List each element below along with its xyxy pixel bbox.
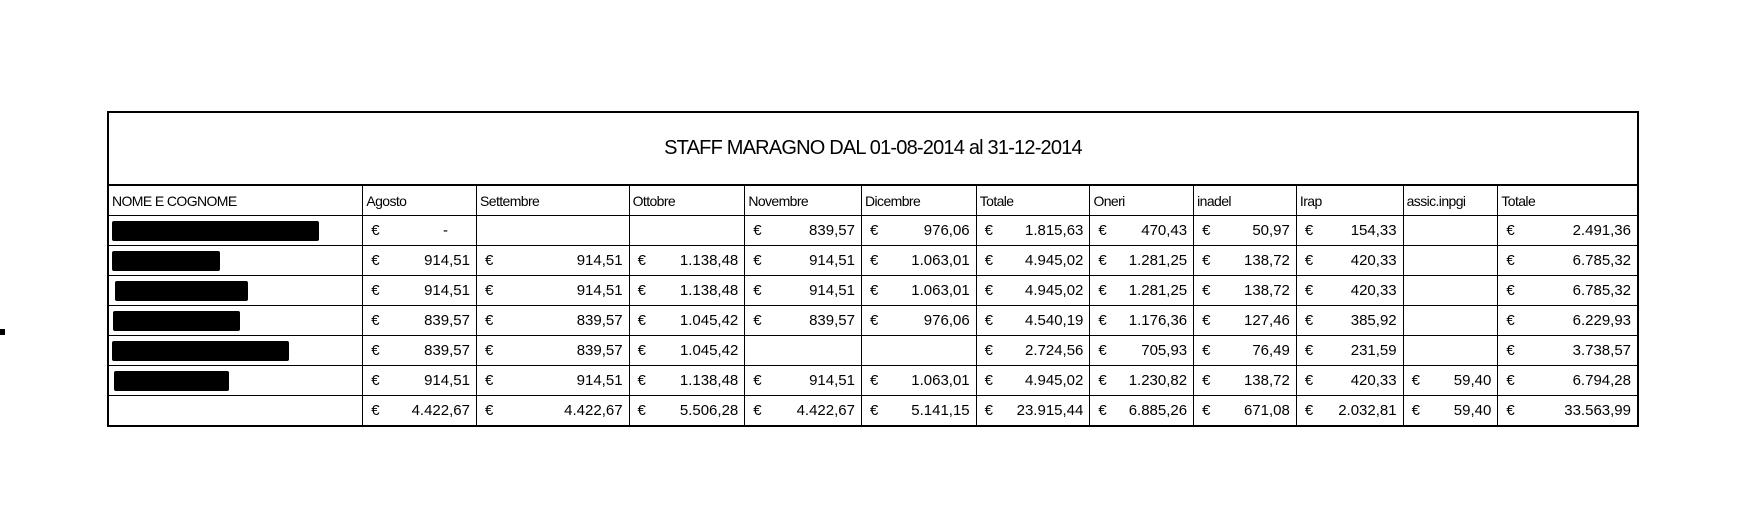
amount-value: 976,06	[923, 222, 970, 239]
currency-symbol: €	[869, 372, 879, 389]
table-row	[109, 246, 1637, 276]
currency-symbol: €	[637, 372, 646, 389]
column-header: NOME E COGNOME	[109, 186, 363, 215]
amount-value: 420,33	[1350, 252, 1397, 269]
amount-cell	[1297, 366, 1404, 395]
amount-cell	[1090, 216, 1194, 245]
amount-value: 1.281,25	[1128, 252, 1188, 269]
amount-value: 914,51	[809, 252, 855, 269]
table-header-row	[109, 186, 1637, 216]
currency-symbol: €	[984, 372, 993, 389]
amount-cell	[1297, 216, 1404, 245]
amount-cell	[1194, 396, 1297, 425]
currency-symbol: €	[1304, 312, 1314, 329]
table-row	[109, 336, 1637, 366]
amount-cell	[630, 366, 746, 395]
currency-symbol: €	[1098, 222, 1107, 239]
currency-symbol: €	[485, 342, 494, 359]
amount-cell	[862, 276, 977, 305]
currency-symbol: €	[484, 282, 494, 299]
currency-symbol: €	[984, 342, 994, 359]
amount-value: 59,40	[1453, 372, 1492, 389]
currency-symbol: €	[371, 252, 380, 269]
currency-symbol: €	[1506, 312, 1515, 329]
amount-cell	[1194, 306, 1297, 335]
amount-cell	[363, 276, 477, 305]
amount-cell	[977, 336, 1091, 365]
amount-cell	[363, 246, 477, 275]
amount-cell	[477, 246, 630, 275]
amount-value: 6.794,28	[1572, 372, 1631, 389]
amount-cell	[477, 276, 630, 305]
redaction-bar	[113, 311, 240, 331]
currency-symbol: €	[371, 402, 380, 419]
column-header: Novembre	[745, 186, 862, 215]
amount-value: 1.045,42	[679, 312, 739, 329]
amount-value: 127,46	[1244, 312, 1290, 329]
amount-cell	[477, 396, 630, 425]
amount-cell	[1297, 276, 1404, 305]
currency-symbol: €	[1304, 342, 1314, 359]
currency-symbol: €	[1506, 282, 1515, 299]
currency-symbol: €	[371, 372, 380, 389]
amount-cell	[630, 216, 746, 245]
amount-cell	[1090, 396, 1194, 425]
amount-value: 76,49	[1252, 342, 1290, 359]
amount-cell	[745, 336, 862, 365]
currency-symbol: €	[869, 252, 879, 269]
table-row	[109, 306, 1637, 336]
column-header: Totale	[977, 186, 1091, 215]
currency-symbol: €	[984, 282, 994, 299]
amount-cell	[477, 366, 630, 395]
table-title: STAFF MARAGNO DAL 01-08-2014 al 31-12-2014	[109, 113, 1637, 186]
currency-symbol: €	[869, 222, 879, 239]
amount-value: 914,51	[576, 252, 623, 269]
amount-value: 914,51	[424, 252, 470, 269]
currency-symbol: €	[1098, 252, 1107, 269]
amount-value: 1.063,01	[911, 252, 970, 269]
amount-cell	[1090, 246, 1194, 275]
currency-symbol: €	[1098, 312, 1107, 329]
amount-cell	[977, 306, 1091, 335]
name-cell	[109, 246, 363, 275]
currency-symbol: €	[371, 282, 380, 299]
amount-value: 138,72	[1244, 252, 1290, 269]
currency-symbol: €	[1506, 252, 1515, 269]
currency-symbol: €	[1304, 402, 1314, 419]
amount-cell	[1297, 306, 1404, 335]
amount-cell	[862, 306, 977, 335]
currency-symbol: €	[1202, 222, 1211, 239]
currency-symbol: €	[637, 282, 646, 299]
amount-value: 420,33	[1350, 282, 1397, 299]
currency-symbol: €	[1098, 282, 1107, 299]
amount-value: 5.506,28	[679, 402, 739, 419]
amount-cell	[1297, 396, 1404, 425]
currency-symbol: €	[1098, 342, 1107, 359]
amount-value: 914,51	[424, 282, 470, 299]
table-row	[109, 366, 1637, 396]
currency-symbol: €	[1202, 312, 1211, 329]
amount-cell	[977, 276, 1091, 305]
redaction-bar	[115, 281, 248, 301]
amount-value: -	[443, 222, 448, 239]
column-header: Totale	[1501, 192, 1536, 209]
amount-value: 705,93	[1141, 342, 1188, 359]
amount-value: 914,51	[424, 372, 470, 389]
amount-value: 5.141,15	[911, 402, 970, 419]
column-header: assic.inpgi	[1404, 186, 1499, 215]
amount-cell	[1498, 396, 1637, 425]
amount-cell	[745, 306, 862, 335]
currency-symbol: €	[1506, 372, 1515, 389]
amount-cell	[1194, 246, 1297, 275]
amount-cell	[862, 366, 977, 395]
amount-cell	[630, 396, 746, 425]
amount-value: 1.063,01	[911, 282, 970, 299]
amount-value: 839,57	[809, 312, 855, 329]
currency-symbol: €	[371, 222, 380, 239]
amount-value: 4.945,02	[1025, 252, 1084, 269]
amount-value: 470,43	[1141, 222, 1188, 239]
currency-symbol: €	[753, 312, 762, 329]
totals-row	[109, 396, 1637, 425]
amount-value: 4.422,67	[564, 402, 623, 419]
amount-value: 6.785,32	[1572, 252, 1632, 269]
amount-value: 2.032,81	[1338, 402, 1397, 419]
amount-cell	[363, 366, 477, 395]
amount-cell	[1404, 276, 1499, 305]
currency-symbol: €	[637, 252, 646, 269]
amount-value: 976,06	[923, 312, 970, 329]
amount-value: 2.491,36	[1572, 222, 1631, 239]
name-cell	[109, 366, 363, 395]
currency-symbol: €	[984, 312, 994, 329]
currency-symbol: €	[1506, 222, 1515, 239]
amount-value: 1.063,01	[911, 372, 970, 389]
currency-symbol: €	[637, 402, 646, 419]
amount-cell	[745, 276, 862, 305]
amount-cell	[1498, 366, 1637, 395]
amount-cell	[477, 306, 630, 335]
amount-value: 6.229,93	[1572, 312, 1632, 329]
currency-symbol: €	[753, 402, 762, 419]
currency-symbol: €	[1506, 402, 1515, 419]
amount-cell	[1090, 306, 1194, 335]
amount-value: 138,72	[1244, 282, 1290, 299]
amount-cell	[1498, 306, 1637, 335]
amount-value: 1.045,42	[679, 342, 739, 359]
currency-symbol: €	[1304, 252, 1314, 269]
currency-symbol: €	[753, 372, 762, 389]
amount-value: 914,51	[809, 372, 855, 389]
amount-cell	[630, 306, 746, 335]
currency-symbol: €	[484, 312, 494, 329]
amount-cell	[862, 216, 977, 245]
amount-value: 59,40	[1453, 402, 1492, 419]
redaction-bar	[112, 341, 289, 361]
amount-cell	[1404, 396, 1499, 425]
amount-value: 1.176,36	[1128, 312, 1188, 329]
amount-value: 914,51	[576, 282, 623, 299]
amount-cell	[1498, 246, 1637, 275]
amount-value: 154,33	[1350, 222, 1397, 239]
currency-symbol: €	[753, 282, 762, 299]
amount-cell	[1404, 306, 1499, 335]
amount-value: 1.230,82	[1128, 372, 1188, 389]
amount-cell	[477, 216, 630, 245]
currency-symbol: €	[1202, 282, 1211, 299]
amount-cell	[1090, 366, 1194, 395]
column-header: Ottobre	[630, 186, 746, 215]
amount-value: 420,33	[1350, 372, 1397, 389]
amount-value: 4.945,02	[1024, 372, 1084, 389]
amount-value: 4.945,02	[1025, 282, 1084, 299]
currency-symbol: €	[1411, 372, 1420, 389]
amount-value: 839,57	[424, 342, 470, 359]
amount-cell	[977, 216, 1091, 245]
currency-symbol: €	[1202, 342, 1211, 359]
amount-value: 138,72	[1243, 372, 1290, 389]
currency-symbol: €	[637, 312, 646, 329]
amount-cell	[977, 246, 1091, 275]
currency-symbol: €	[753, 222, 762, 239]
amount-cell	[1498, 336, 1637, 365]
amount-cell	[1498, 276, 1637, 305]
column-header: Oneri	[1090, 186, 1194, 215]
amount-value: 23.915,44	[1016, 402, 1084, 419]
name-cell	[109, 306, 363, 335]
amount-value: 231,59	[1350, 342, 1397, 359]
amount-cell	[1194, 366, 1297, 395]
amount-value: 4.422,67	[796, 402, 855, 419]
currency-symbol: €	[1304, 222, 1314, 239]
amount-cell	[1194, 276, 1297, 305]
currency-symbol: €	[984, 222, 993, 239]
amount-value: 1.138,48	[679, 282, 739, 299]
column-header: Settembre	[477, 186, 630, 215]
amount-cell	[977, 396, 1091, 425]
amount-cell	[1194, 336, 1297, 365]
name-cell	[109, 216, 363, 245]
amount-cell	[630, 246, 746, 275]
currency-symbol: €	[1202, 252, 1211, 269]
currency-symbol: €	[869, 282, 879, 299]
amount-value: 839,57	[576, 342, 623, 359]
currency-symbol: €	[1411, 402, 1420, 419]
amount-cell	[1404, 336, 1499, 365]
amount-cell	[363, 216, 477, 245]
currency-symbol: €	[753, 252, 762, 269]
amount-cell	[1090, 276, 1194, 305]
currency-symbol: €	[371, 342, 380, 359]
amount-value: 914,51	[809, 282, 855, 299]
amount-cell	[630, 336, 746, 365]
currency-symbol: €	[984, 252, 994, 269]
redaction-bar	[114, 371, 229, 391]
currency-symbol: €	[1304, 372, 1314, 389]
amount-value: 6.885,26	[1128, 402, 1188, 419]
table-row	[109, 216, 1637, 246]
amount-value: 33.563,99	[1564, 402, 1631, 419]
amount-value: 6.785,32	[1572, 282, 1632, 299]
amount-value: 385,92	[1350, 312, 1397, 329]
amount-value: 2.724,56	[1025, 342, 1084, 359]
table-body	[109, 216, 1637, 425]
amount-cell	[745, 396, 862, 425]
table-row	[109, 276, 1637, 306]
amount-cell	[1090, 336, 1194, 365]
currency-symbol: €	[1098, 402, 1107, 419]
amount-cell	[1297, 336, 1404, 365]
amount-value: 1.138,48	[679, 252, 739, 269]
amount-value: 839,57	[576, 312, 623, 329]
amount-value: 1.281,25	[1128, 282, 1188, 299]
amount-value: 1.815,63	[1024, 222, 1084, 239]
redaction-bar	[112, 251, 220, 271]
amount-value: 4.540,19	[1025, 312, 1084, 329]
amount-cell	[862, 396, 977, 425]
amount-cell	[745, 366, 862, 395]
column-header: Dicembre	[862, 186, 977, 215]
amount-value: 1.138,48	[679, 372, 739, 389]
amount-value: 3.738,57	[1572, 342, 1631, 359]
payroll-table	[107, 111, 1639, 427]
currency-symbol: €	[484, 372, 494, 389]
name-cell	[109, 336, 363, 365]
column-header: Irap	[1297, 186, 1404, 215]
amount-value: 671,08	[1243, 402, 1290, 419]
margin-mark	[0, 329, 5, 335]
amount-cell	[745, 246, 862, 275]
amount-cell	[477, 336, 630, 365]
column-header: inadel	[1194, 186, 1297, 215]
currency-symbol: €	[1202, 372, 1211, 389]
column-header: Agosto	[363, 186, 477, 215]
currency-symbol: €	[637, 342, 646, 359]
amount-cell	[1194, 216, 1297, 245]
currency-symbol: €	[984, 402, 993, 419]
amount-cell	[630, 276, 746, 305]
amount-cell	[745, 216, 862, 245]
amount-cell	[977, 366, 1091, 395]
currency-symbol: €	[371, 312, 380, 329]
name-cell	[109, 276, 363, 305]
currency-symbol: €	[869, 312, 879, 329]
amount-value: 839,57	[809, 222, 855, 239]
amount-cell	[1404, 366, 1499, 395]
amount-value: 50,97	[1252, 222, 1290, 239]
redaction-bar	[112, 221, 319, 241]
amount-cell	[862, 336, 977, 365]
amount-cell	[363, 336, 477, 365]
amount-cell	[862, 246, 977, 275]
amount-cell	[363, 306, 477, 335]
currency-symbol: €	[1304, 282, 1314, 299]
currency-symbol: €	[484, 402, 494, 419]
amount-cell	[363, 396, 477, 425]
amount-cell	[1404, 246, 1499, 275]
amount-cell	[1498, 216, 1637, 245]
currency-symbol: €	[869, 402, 879, 419]
amount-value: 4.422,67	[411, 402, 470, 419]
name-cell	[109, 396, 363, 425]
amount-cell	[1404, 216, 1499, 245]
currency-symbol: €	[1098, 372, 1107, 389]
currency-symbol: €	[1202, 402, 1211, 419]
amount-cell	[1297, 246, 1404, 275]
currency-symbol: €	[1506, 342, 1515, 359]
amount-value: 914,51	[576, 372, 623, 389]
amount-value: 839,57	[424, 312, 470, 329]
currency-symbol: €	[484, 252, 494, 269]
